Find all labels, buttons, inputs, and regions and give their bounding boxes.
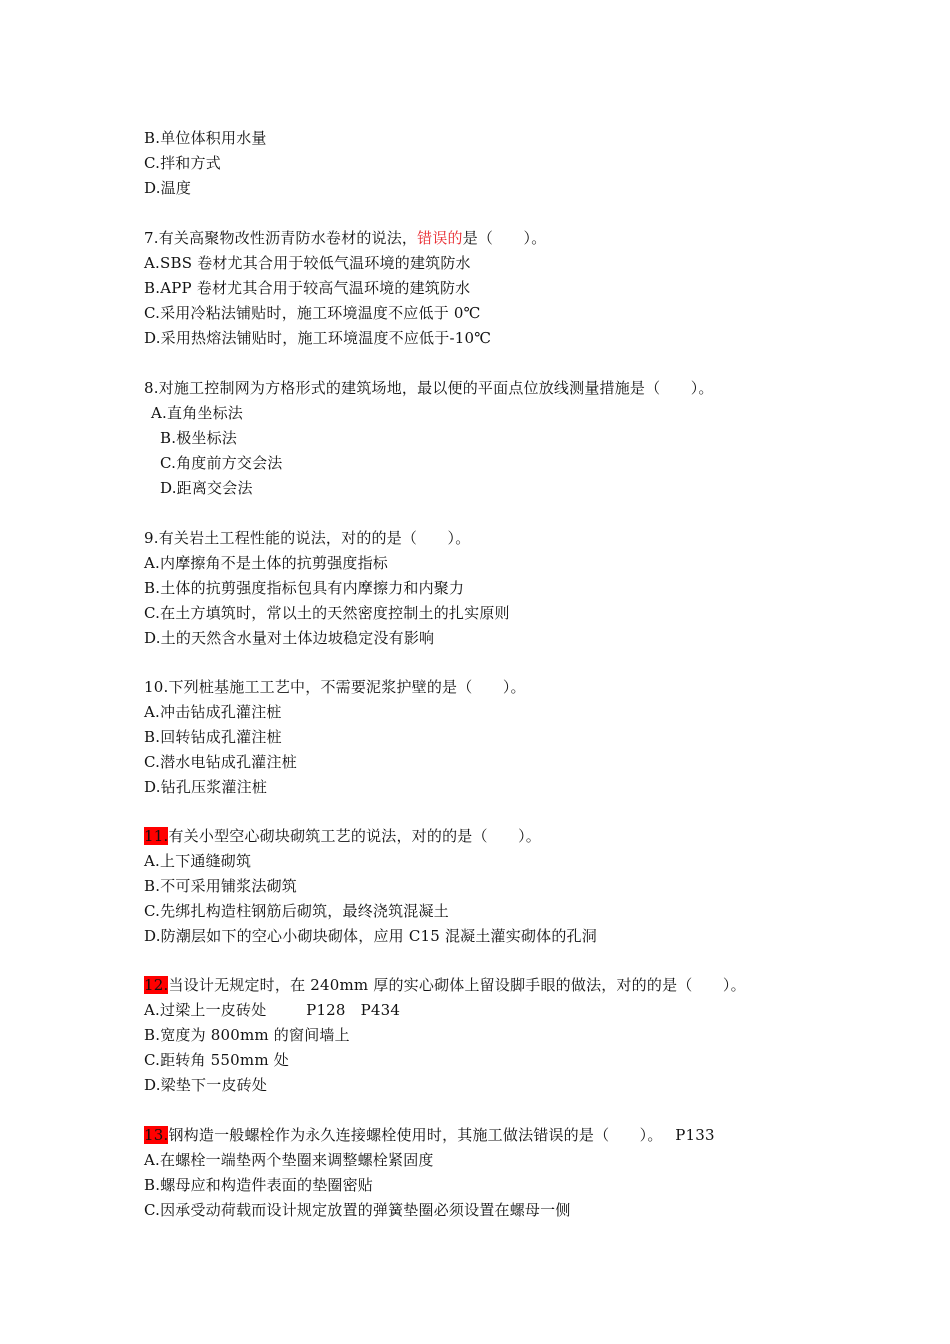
q12-number-highlight: 12. — [144, 976, 169, 994]
q6-option-d: D.温度 — [144, 179, 192, 197]
q9-option-d: D.土的天然含水量对土体边坡稳定没有影响 — [144, 629, 435, 647]
q9-option-a: A.内摩擦角不是土体的抗剪强度指标 — [144, 554, 389, 572]
q13-option-b: B.螺母应和构造件表面的垫圈密贴 — [144, 1176, 373, 1194]
q6-option-b: B.单位体积用水量 — [144, 129, 267, 147]
q13-option-a: A.在螺栓一端垫两个垫圈来调整螺栓紧固度 — [144, 1151, 434, 1169]
q11-option-a: A.上下通缝砌筑 — [144, 852, 252, 870]
q8-option-b: B.极坐标法 — [160, 429, 237, 447]
q13-option-c: C.因承受动荷载而设计规定放置的弹簧垫圈必须设置在螺母一侧 — [144, 1201, 571, 1219]
q10-stem: 10.下列桩基施工工艺中，不需要泥浆护壁的是（ ）。 — [144, 678, 526, 696]
q9-option-c: C.在土方填筑时，常以土的天然密度控制土的扎实原则 — [144, 604, 510, 622]
q12-option-a: A.过梁上一皮砖处 P128 P434 — [144, 1001, 401, 1019]
q7-stem-before: 7.有关高聚物改性沥青防水卷材的说法， — [144, 229, 418, 247]
q12-option-d: D.梁垫下一皮砖处 — [144, 1076, 268, 1094]
q13-number-highlight: 13. — [144, 1126, 169, 1144]
q8-stem: 8.对施工控制网为方格形式的建筑场地，最以便的平面点位放线测量措施是（ ）。 — [144, 379, 714, 397]
q13-stem — [144, 1125, 715, 1145]
q10-option-a: A.冲击钻成孔灌注桩 — [144, 703, 282, 721]
q11-stem — [144, 826, 541, 846]
q12-option-c: C.距转角 550mm 处 — [144, 1051, 289, 1069]
q7-stem — [144, 228, 546, 248]
q6-option-c: C.拌和方式 — [144, 154, 221, 172]
q7-option-b: B.APP 卷材尤其合用于较高气温环境的建筑防水 — [144, 279, 471, 297]
q11-option-d: D.防潮层如下的空心小砌块砌体，应用 C15 混凝土灌实砌体的孔洞 — [144, 927, 597, 945]
q11-number-highlight: 11. — [144, 827, 169, 845]
q10-option-c: C.潜水电钻成孔灌注桩 — [144, 753, 297, 771]
q7-option-d: D.采用热熔法铺贴时，施工环境温度不应低于-10℃ — [144, 329, 492, 347]
q11-option-c: C.先绑扎构造柱钢筋后砌筑，最终浇筑混凝土 — [144, 902, 449, 920]
q12-stem — [144, 975, 746, 995]
q10-option-b: B.回转钻成孔灌注桩 — [144, 728, 282, 746]
q11-option-b: B.不可采用铺浆法砌筑 — [144, 877, 297, 895]
q8-option-c: C.角度前方交会法 — [160, 454, 283, 472]
q12-option-b: B.宽度为 800mm 的窗间墙上 — [144, 1026, 350, 1044]
q8-option-a: A.直角坐标法 — [151, 404, 244, 422]
q9-option-b: B.土体的抗剪强度指标包具有内摩擦力和内聚力 — [144, 579, 465, 597]
q13-stem-text: 钢构造一般螺栓作为永久连接螺栓使用时，其施工做法错误的是（ ）。 P133 — [168, 1126, 715, 1144]
q7-stem-emphasis: 错误的 — [417, 229, 463, 247]
q10-option-d: D.钻孔压浆灌注桩 — [144, 778, 268, 796]
q7-stem-after: 是（ ）。 — [462, 229, 547, 247]
q11-stem-text: 有关小型空心砌块砌筑工艺的说法，对的的是（ ）。 — [168, 827, 541, 845]
q7-option-a: A.SBS 卷材尤其合用于较低气温环境的建筑防水 — [144, 254, 471, 272]
q12-stem-text: 当设计无规定时，在 240mm 厚的实心砌体上留设脚手眼的做法，对的的是（ ）。 — [168, 976, 746, 994]
q7-option-c: C.采用冷粘法铺贴时，施工环境温度不应低于 0℃ — [144, 304, 481, 322]
q8-option-d: D.距离交会法 — [160, 479, 253, 497]
q9-stem: 9.有关岩土工程性能的说法，对的的是（ ）。 — [144, 529, 471, 547]
